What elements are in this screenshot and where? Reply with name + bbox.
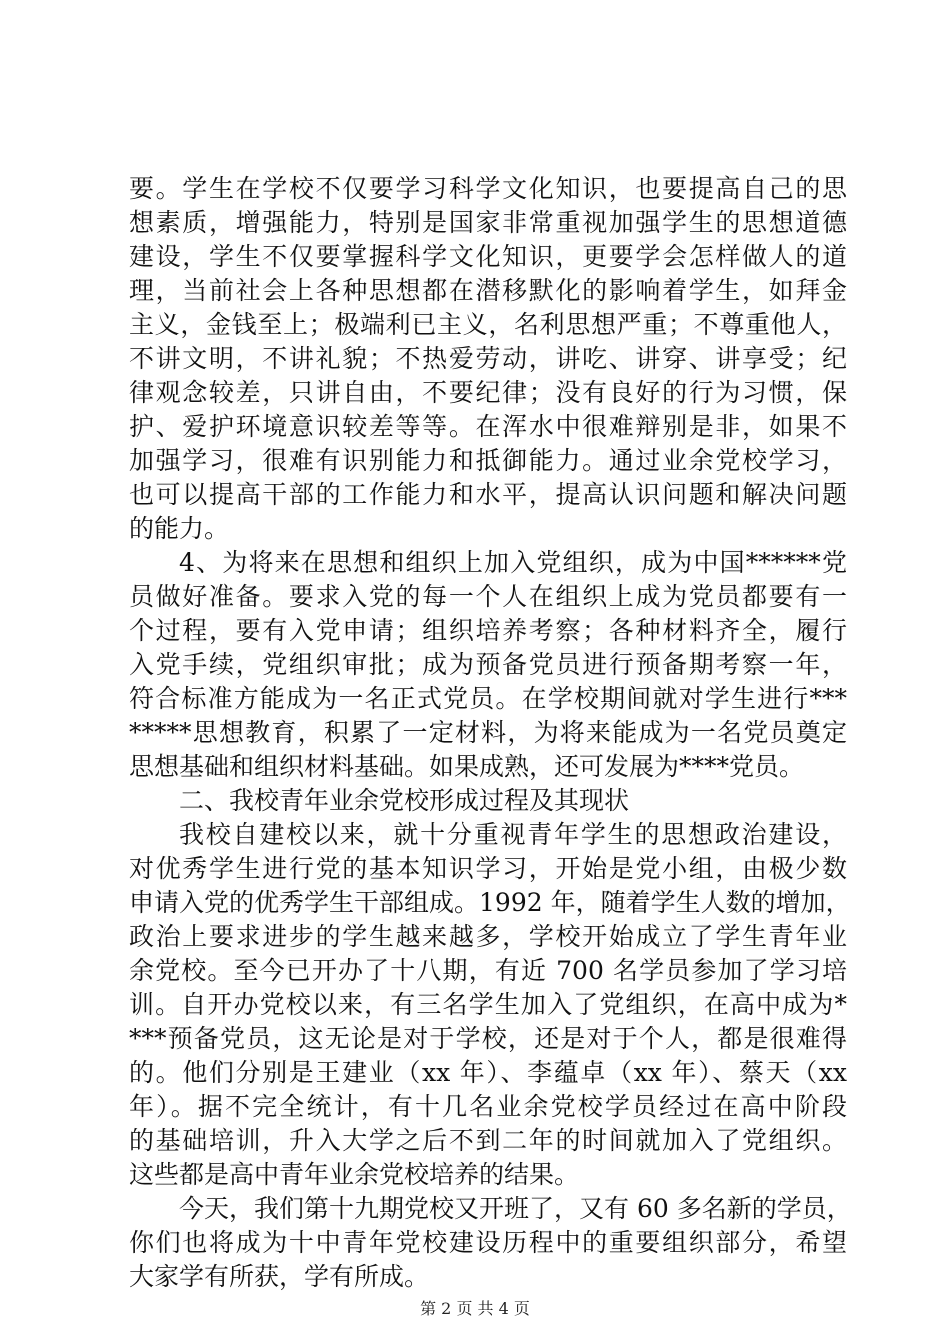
text-line: 不讲文明，不讲礼貌；不热爱劳动，讲吃、讲穿、讲享受；纪: [129, 344, 847, 373]
text-line: 护、爱护环境意识较差等等。在浑水中很难辩别是非，如果不: [129, 412, 847, 441]
text-line: ***预备党员，这无论是对于学校，还是对于个人，都是很难得: [129, 1024, 847, 1053]
text-line: 入党手续，党组织审批；成为预备党员进行预备期考察一年，: [129, 650, 847, 679]
text-line: 理，当前社会上各种思想都在潜移默化的影响着学生，如拜金: [129, 276, 847, 305]
text-line: 申请入党的优秀学生干部组成。1992 年，随着学生人数的增加，: [129, 888, 851, 917]
text-line: 训。自开办党校以来，有三名学生加入了党组织，在高中成为*: [129, 990, 847, 1019]
text-line: 的基础培训，升入大学之后不到二年的时间就加入了党组织。: [129, 1126, 847, 1155]
text-line: 主义，金钱至上；极端利已主义，名利思想严重；不尊重他人，: [129, 310, 847, 339]
text-line: 对优秀学生进行党的基本知识学习，开始是党小组，由极少数: [129, 854, 847, 883]
text-line: 4、为将来在思想和组织上加入党组织，成为中国******党: [179, 548, 847, 577]
page-footer: 第 2 页 共 4 页: [420, 1299, 530, 1318]
text-line: 二、我校青年业余党校形成过程及其现状: [179, 786, 630, 815]
text-line: 大家学有所获，学有所成。: [129, 1262, 430, 1291]
text-line: 也可以提高干部的工作能力和水平，提高认识问题和解决问题: [129, 480, 847, 509]
text-line: 政治上要求进步的学生越来越多，学校开始成立了学生青年业: [129, 922, 847, 951]
text-line: 想素质，增强能力，特别是国家非常重视加强学生的思想道德: [129, 208, 847, 237]
text-line: 思想基础和组织材料基础。如果成熟，还可发展为****党员。: [129, 752, 805, 781]
text-line: 年）。据不完全统计，有十几名业余党校学员经过在高中阶段: [129, 1092, 847, 1121]
text-line: 的能力。: [129, 514, 230, 543]
text-line: 个过程，要有入党申请；组织培养考察；各种材料齐全，履行: [129, 616, 847, 645]
text-line: 的。他们分别是王建业（xx 年）、李蕴卓（xx 年）、蔡天（xx: [129, 1058, 847, 1087]
text-line: 加强学习，很难有识别能力和抵御能力。通过业余党校学习，: [129, 446, 847, 475]
text-line: 我校自建校以来，就十分重视青年学生的思想政治建设，: [179, 820, 847, 849]
text-line: 余党校。至今已开办了十八期，有近 700 名学员参加了学习培: [129, 956, 847, 985]
text-line: *****思想教育，积累了一定材料，为将来能成为一名党员奠定: [129, 718, 847, 747]
text-line: 建设，学生不仅要掌握科学文化知识，更要学会怎样做人的道: [129, 242, 847, 271]
text-line: 这些都是高中青年业余党校培养的结果。: [129, 1160, 580, 1189]
text-line: 符合标准方能成为一名正式党员。在学校期间就对学生进行***: [129, 684, 847, 713]
document-body: [129, 172, 852, 1294]
text-line: 你们也将成为十中青年党校建设历程中的重要组织部分，希望: [129, 1228, 847, 1257]
text-line: 员做好准备。要求入党的每一个人在组织上成为党员都要有一: [129, 582, 847, 611]
text-line: 今天，我们第十九期党校又开班了，又有 60 多名新的学员，: [179, 1194, 852, 1223]
text-line: 律观念较差，只讲自由，不要纪律；没有良好的行为习惯，保: [129, 378, 847, 407]
text-line: 要。学生在学校不仅要学习科学文化知识，也要提高自己的思: [129, 174, 847, 203]
